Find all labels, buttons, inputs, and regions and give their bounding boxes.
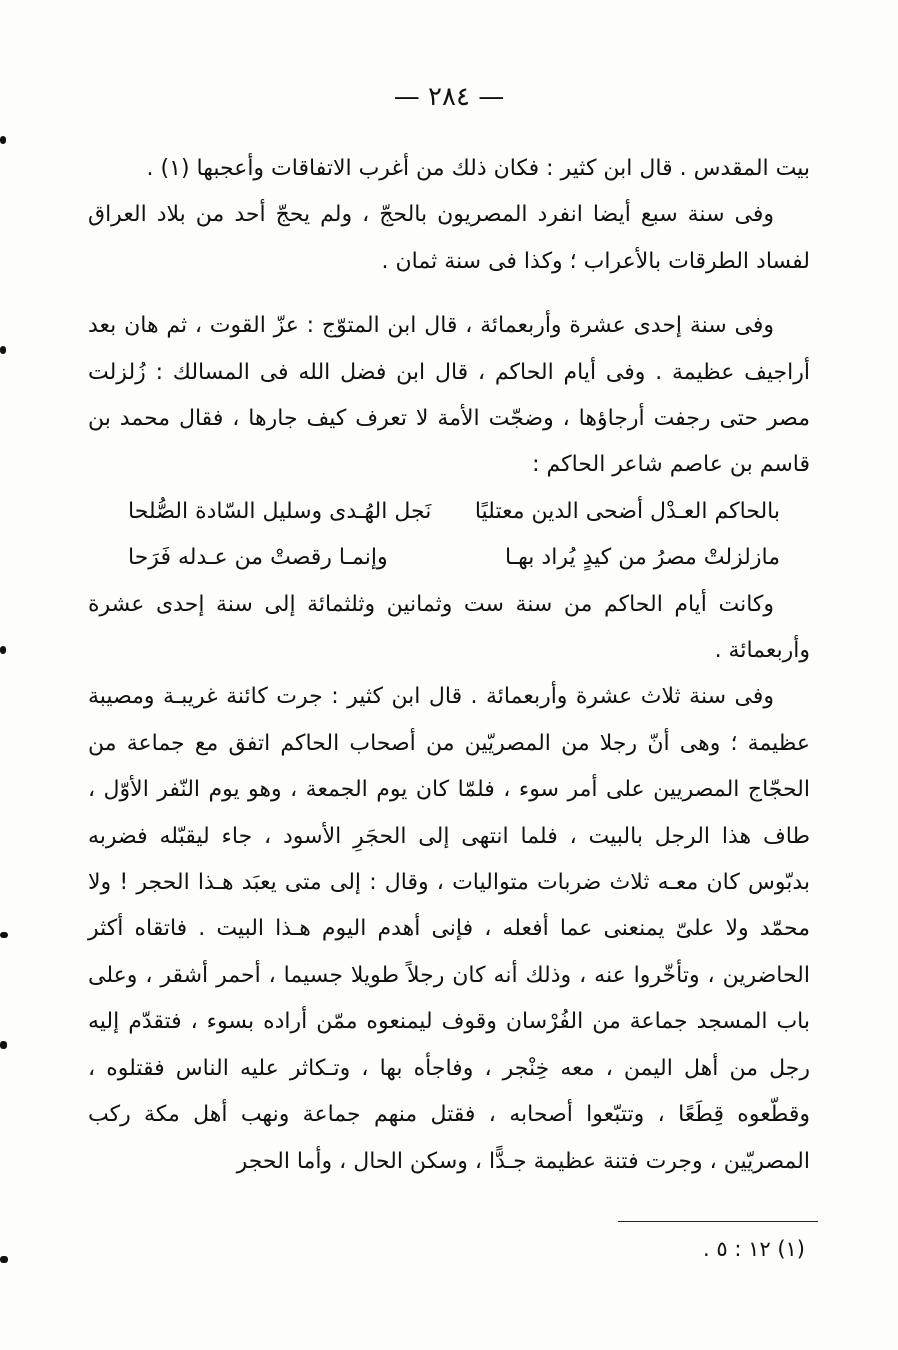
paragraph-gap — [88, 285, 810, 303]
paragraph-year-seven: وفى سنة سبع أيضا انفرد المصريون بالحجّ ، ولم يحجّ أحد من بلاد العراق لفساد الطرقات بالأعراب ؛ وكذا فى سنة ثمان . — [88, 202, 810, 274]
page-number: — ٢٨٤ — — [393, 82, 505, 112]
margin-mark — [0, 1256, 8, 1263]
verse-second-hemistich: وإنمـا رقصتْ من عـدله فَرَحا — [128, 545, 388, 571]
main-text — [88, 146, 810, 1185]
poem-verse — [88, 535, 810, 581]
verse-second-hemistich: نَجل الهُـدى وسليل السّادة الصُّلحا — [128, 498, 432, 524]
verse-first-hemistich: مازلزلتْ مصرُ من كيدٍ يُراد بهـا — [505, 545, 780, 571]
poem-verse — [88, 489, 810, 535]
margin-mark — [0, 1041, 7, 1049]
margin-mark — [0, 346, 6, 354]
margin-mark — [0, 136, 6, 144]
footnote: (١) ١٢ : ٥ . — [703, 1237, 805, 1261]
margin-mark — [0, 646, 6, 654]
verse-first-hemistich: بالحاكم العـدْل أضحى الدين معتليًا — [474, 498, 780, 524]
paragraph-year-413: وفى سنة ثلاث عشرة وأربعمائة . قال ابن كثير : جرت كائنة غريبـة ومصيبة عظيمة ؛ وهى أنّ رجلا من المصريّين من أصحاب الحاكم اتفق مع جماعة من الحجّاج المصريين على أمر سوء ، فلمّا كان يوم الجمعة ، وهو يوم النّفر الأوّل ، طاف هذا الرجل بالبيت ، فلما انتهى إلى الحجَرِ الأسود ، جاء ليقبّله فضربه بدبّوس كان معـه ثلاث ضربات متواليات ، وقال : إلى متى يعبَد هـذا الحجر ! ولا محمّد ولا علىّ يمنعنى عما أفعله ، فإنى أهدم اليوم هـذا البيت . فاتقاه أكثر الحاضرين ، وتأخّروا عنه ، وذلك أنه كان رجلاً طويلا جسيما ، أحمر أشقر ، وعلى باب المسجد جماعة من الفُرْسان وقوف ليمنعوه ممّن أراده بسوء ، فتقدّم إليه رجل من أهل اليمن ، معه خِنْجر ، وفاجأه بها ، وتـكاثر عليه الناس فقتلوه ، وقطّعوه قِطَعًا ، وتتبّعوا أصحابه ، فقتل منهم جماعة ونهب أهل مكة ركب المصريّين ، وجرت فتنة عظيمة جـدًّا ، وسكن الحال ، وأما الحجر — [88, 684, 810, 1174]
margin-mark — [0, 932, 8, 938]
paragraph-year-411: وفى سنة إحدى عشرة وأربعمائة ، قال ابن المتوّج : عزّ القوت ، ثم هان بعد أراجيف عظيمة . وفى أيام الحاكم ، قال ابن فضل الله فى المسالك : زُلزلت مصر حتى رجفت أرجاؤها ، وضجّت الأمة لا تعرف كيف جارها ، فقال محمد بن قاسم بن عاصم شاعر الحاكم : — [88, 313, 810, 478]
footnote-divider — [618, 1221, 818, 1222]
paragraph-hakim-reign: وكانت أيام الحاكم من سنة ست وثمانين وثلثمائة إلى سنة إحدى عشرة وأربعمائة . — [88, 591, 810, 664]
poem — [88, 489, 810, 582]
paragraph-continuation: بيت المقدس . قال ابن كثير : فكان ذلك من أغرب الاتفاقات وأعجبها (١) . — [146, 156, 810, 181]
